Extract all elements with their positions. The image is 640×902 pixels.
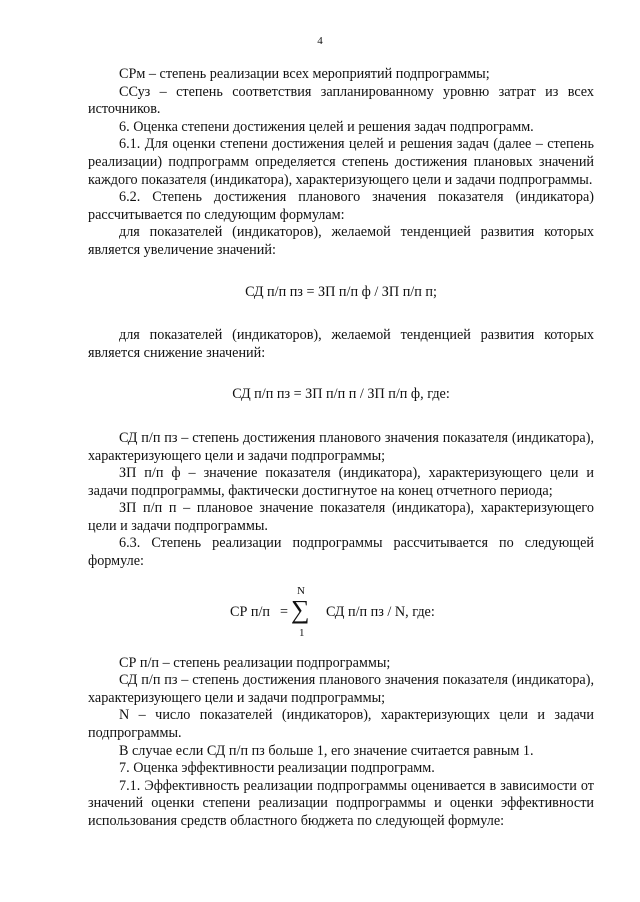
formula-sum-lower: 1 (299, 626, 305, 639)
formula-increase: СД п/п пз = ЗП п/п ф / ЗП п/п п; (245, 283, 437, 300)
formula-sum-lhs: СР п/п (230, 603, 271, 620)
definition-zp-fact: ЗП п/п ф – значение показателя (индикатора), характеризующего цели и задачи подпрограммы, фактически достигнутое на конец отчетного периода; (88, 465, 594, 499)
formula-decrease: СД п/п пз = ЗП п/п п / ЗП п/п ф, где: (232, 386, 450, 403)
section-heading-6: 6. Оценка степени достижения целей и решения задач подпрограмм. (119, 118, 534, 135)
paragraph-increase: для показателей (индикаторов), желаемой тенденцией развития которых является увеличение значений: (88, 224, 594, 258)
definition-sd: СД п/п пз – степень достижения планового значения показателя (индикатора), характеризующего цели и задачи подпрограммы; (88, 429, 594, 464)
formula-sum-upper: N (297, 584, 305, 597)
paragraph-ssuz: ССуз – степень соответствия запланированному уровню затрат из всех источников. (88, 83, 594, 118)
paragraph-6-1: 6.1. Для оценки степени достижения целей и решения задач (далее – степень реализации) подпрограмм определяется степень достижения плановых значений каждого показателя (индикатора), характеризующего цели и задачи подпрограммы. (88, 136, 594, 188)
formula-sum (88, 583, 594, 641)
sigma-symbol: ∑ (291, 594, 310, 624)
definition-sr: СР п/п – степень реализации подпрограммы; (119, 654, 391, 671)
document-body (88, 66, 594, 831)
definition-sd-2: СД п/п пз – степень достижения планового значения показателя (индикатора), характеризующего цели и задачи подпрограммы; (88, 672, 594, 706)
paragraph-srm: СРм – степень реализации всех мероприятий подпрограммы; (119, 66, 490, 82)
paragraph-cap: В случае если СД п/п пз больше 1, его значение считается равным 1. (119, 742, 534, 759)
section-heading-7: 7. Оценка эффективности реализации подпрограмм. (119, 760, 435, 777)
page-number: 4 (317, 35, 323, 47)
formula-sum-equals: = (280, 603, 289, 620)
paragraph-7-1: 7.1. Эффективность реализации подпрограммы оценивается в зависимости от значений оценки степени реализации подпрограммы и оценки эффективности использования средств областного бюджета по следующей формуле: (88, 777, 594, 829)
formula-sum-rhs: СД п/п пз / N, где: (326, 603, 435, 620)
paragraph-6-3: 6.3. Степень реализации подпрограммы рассчитывается по следующей формуле: (88, 535, 594, 570)
definition-zp-plan: ЗП п/п п – плановое значение показателя (индикатора), характеризующего цели и задачи подпрограммы. (88, 500, 594, 534)
paragraph-decrease: для показателей (индикаторов), желаемой тенденцией развития которых является снижение значений: (88, 327, 594, 361)
definition-n: N – число показателей (индикаторов), характеризующих цели и задачи подпрограммы. (88, 707, 594, 742)
paragraph-6-2: 6.2. Степень достижения планового значения показателя (индикатора) рассчитывается по следующим формулам: (88, 189, 594, 223)
